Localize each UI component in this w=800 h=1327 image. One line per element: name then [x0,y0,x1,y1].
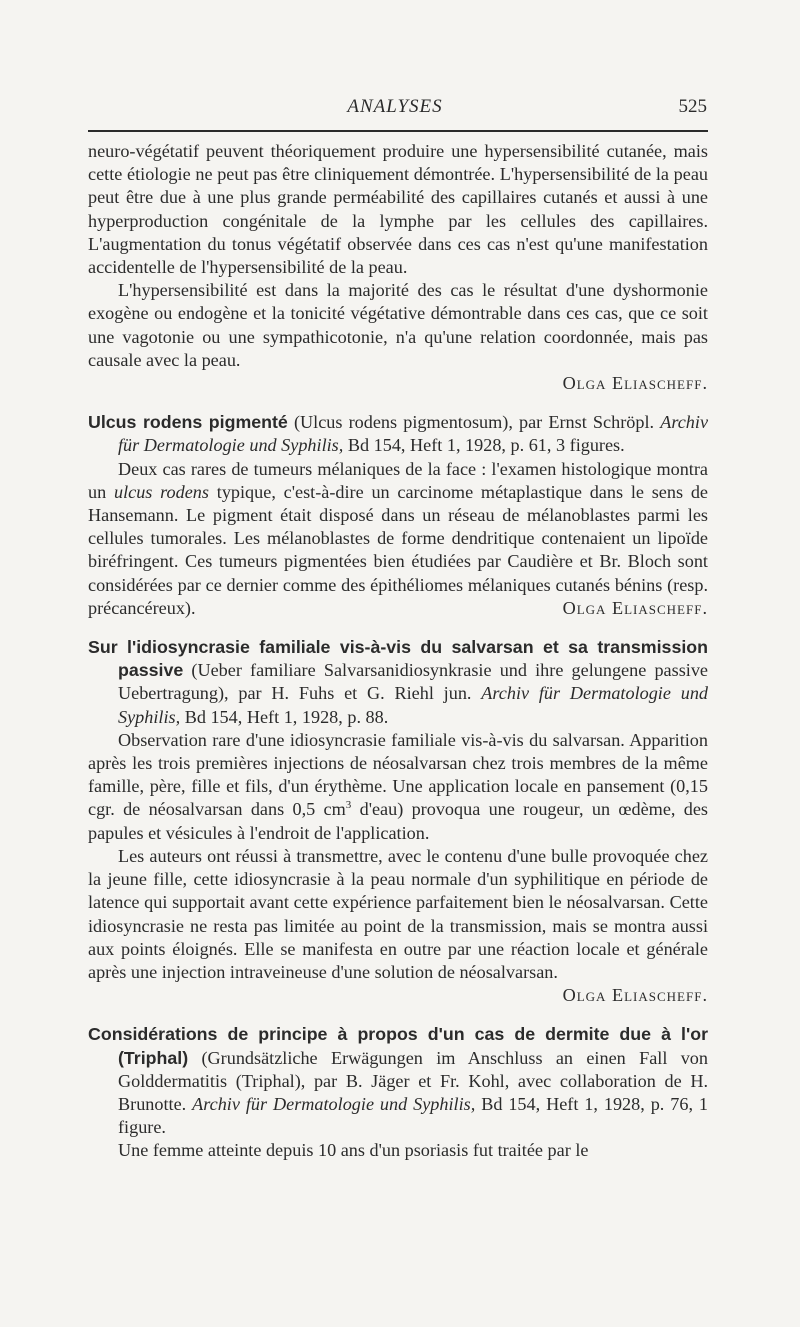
article-body: Observation rare d'une idiosyncrasie familiale vis-à-vis du salvarsan. Apparition après les trois premières injections de néosalvarsan chez trois membres de la même famille, père, fille et fils, d'un érythème. Une application locale en pansement (0,15 cgr. de néosalvarsan dans 0,5 $cm^3$ d'eau) provoqua une rougeur, un œdème, des papules et vésicules à l'endroit de l'application. [88,729,709,843]
paragraph: L'hypersensibilité est dans la majorité des cas le résultat d'une dyshormonie exogène ou endogène et la tonicité végétative démontrable dans ces cas, que ce soit une vagotonie ou une sympathicotonie, n'a qu'une relation coordonnée, mais pas causale avec la peau. [88,280,708,370]
reference-text: (Ueber familiare Salvarsanidiosynkrasie und ihre gelungene passive Uebertragung), par H. Fuhs et G. Riehl jun. [118,660,708,704]
article-gold-dermatitis [88,1023,708,1162]
article-body: Une femme atteinte depuis 10 ans d'un psoriasis fut traitée par le [118,1140,589,1161]
journal-name: Archiv für Dermatologie und Syphilis, [118,412,709,456]
author-signature: Olga Eliascheff. [562,985,708,1006]
continued-paragraph: neuro-végétatif peuvent théoriquement produire une hypersensibilité cutanée, mais cette étiologie ne peut pas être cliniquement démontrée. L'hypersensibilité de la peau peut être due à une plus grande perméabilité des capillaires cutanés et aussi à une hyperproduction congénitale de la lymphe par les cellules des capillaires. L'augmentation du tonus végétatif observée dans ces cas n'est qu'une manifestation accidentelle de l'hypersensibilité de la peau. [88,141,708,278]
author-signature: Olga Eliascheff. [562,373,708,394]
reference-text: (Grundsätzliche Erwägungen im Anschluss an einen Fall von Golddermatitis (Triphal), par B. Jäger et Fr. Kohl, avec collaboration de H. Brunotte. [118,1047,708,1114]
reference-details: Bd 154, Heft 1, 1928, p. 88. [184,706,389,727]
superscript: 3 [345,799,352,812]
article-body: Deux cas rares de tumeurs mélaniques de la face : l'examen histologique montra un ulcus rodens typique, c'est-à-dire un carcinome métaplastique dans le sens de Hansemann. Le pigment était disposé dans un réseau de mélanoblastes parmi les cellules tumorales. Les mélanoblastes de forme dendritique contenaient un lipoïde biréfringent. Ces tumeurs pigmentées bien étudiées par Caudière et Br. Bloch sont considérées par ce dernier comme des épithéliomes mélaniques cutanés bénins (resp. précancéreux). Olga Eliascheff. [88,458,708,620]
text-column [88,140,708,1163]
article-title: Sur l'idiosyncrasie familiale vis-à-vis du salvarsan et sa transmission passive [88,637,708,681]
running-head: ANALYSES [347,96,443,117]
article-heading [88,1023,708,1139]
article-heading [88,636,708,729]
page-number: 525 [678,96,707,117]
journal-name: Archiv für Dermatologie und Syphilis, [192,1093,476,1114]
reference-details: Bd 154, Heft 1, 1928, p. 76, 1 figure. [118,1093,708,1138]
article-title: Considérations de principe à propos d'un cas de dermite due à l'or (Triphal) [88,1024,708,1068]
emphasis: ulcus rodens [113,481,209,502]
reference-details: Bd 154, Heft 1, 1928, p. 61, 3 figures. [347,435,625,456]
article-salvarsan [88,636,708,1007]
article-heading [88,411,708,457]
journal-name: Archiv für Dermatologie und Syphilis, [118,683,709,727]
author-signature: Olga Eliascheff. [562,597,708,618]
article-ulcus-rodens [88,411,708,620]
reference-text: (Ulcus rodens pigmentosum), par Ernst Schröpl. [293,412,655,433]
header-rule [88,130,708,132]
article-body: Les auteurs ont réussi à transmettre, avec le contenu d'une bulle provoquée chez la jeune fille, cette idiosyncrasie à la peau normale d'un syphilitique en période de latence qui supportait avant cette expérience parfaitement bien le néosalvarsan. Cette idiosyncrasie ne resta pas limitée au point de la transmission, mais se montra aussi aux points éloignés. Elle se manifesta en outre par une réaction locale et générale après une injection intraveineuse d'une solution de néosalvarsan. [88,845,708,982]
article-title: Ulcus rodens pigmenté [88,412,288,433]
